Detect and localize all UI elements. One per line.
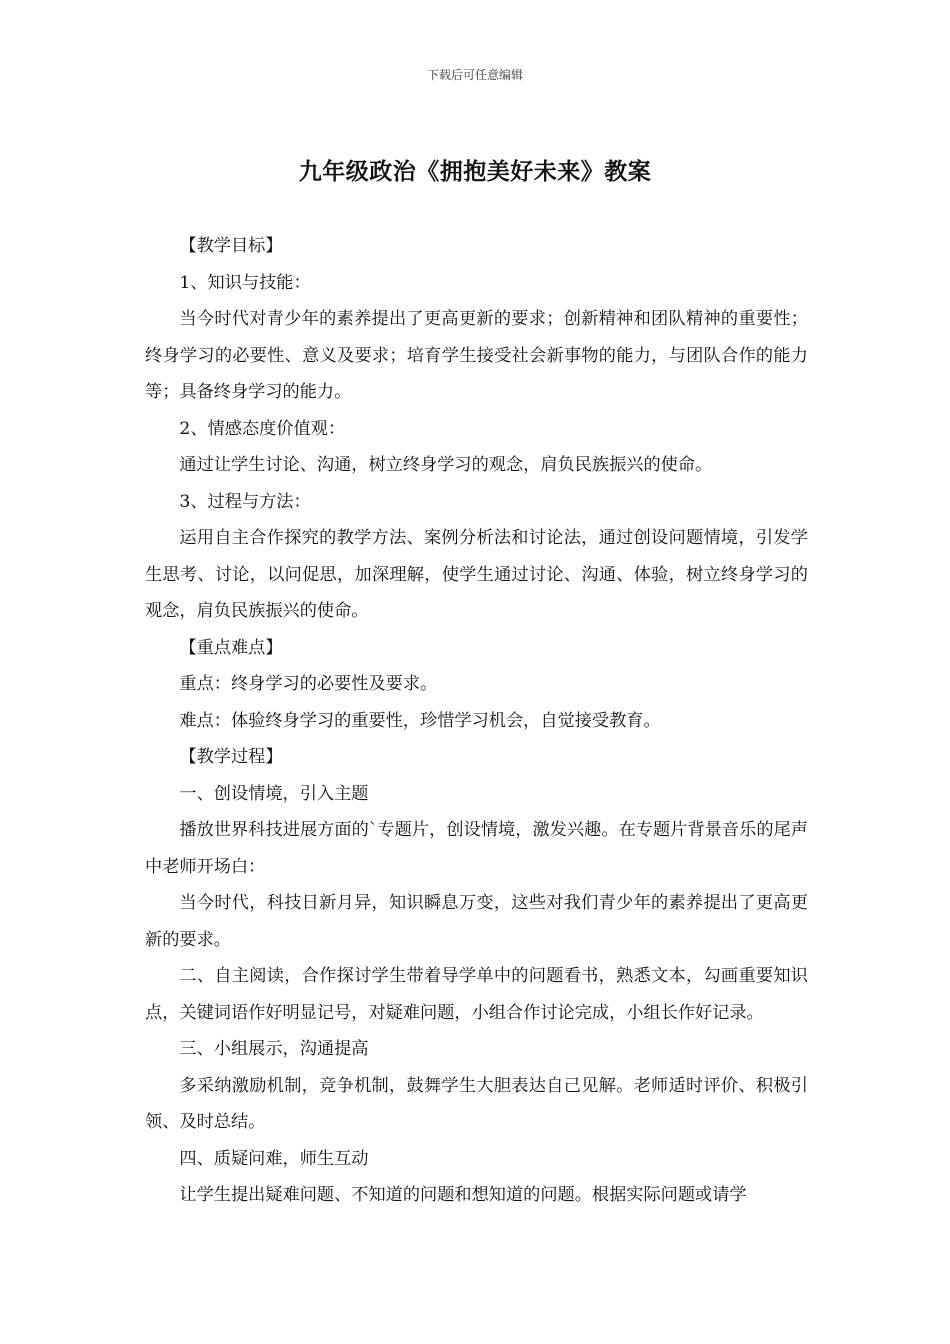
step-heading-3: 三、小组展示，沟通提高 xyxy=(179,1039,369,1059)
subheading-process-method: 3、过程与方法： xyxy=(179,491,311,512)
subheading-knowledge-skills: 1、知识与技能： xyxy=(179,272,311,293)
header-note: 下载后可任意编辑 xyxy=(426,68,523,82)
paragraph: 重点：终身学习的必要性及要求。 xyxy=(179,674,438,694)
document-title: 九年级政治《拥抱美好未来》教案 xyxy=(298,158,652,185)
paragraph: 让学生提出疑难问题、不知道的问题和想知道的问题。根据实际问题或请学 xyxy=(179,1185,747,1205)
paragraph: 播放世界科技进展方面的`专题片，创设情境，激发兴趣。在专题片背景音乐的尾声中老师开场白： xyxy=(145,820,808,877)
section-heading-teaching-process: 【教学过程】 xyxy=(179,747,283,767)
paragraph: 当今时代，科技日新月异，知识瞬息万变，这些对我们青少年的素养提出了更高更新的要求。 xyxy=(145,893,808,950)
section-heading-objectives: 【教学目标】 xyxy=(179,236,283,256)
step-heading-1: 一、创设情境，引入主题 xyxy=(179,783,369,804)
paragraph: 难点：体验终身学习的重要性，珍惜学习机会，自觉接受教育。 xyxy=(179,710,661,731)
subheading-attitude-values: 2、情感态度价值观： xyxy=(179,418,346,439)
paragraph: 通过让学生讨论、沟通，树立终身学习的观念，肩负民族振兴的使命。 xyxy=(179,455,713,475)
section-heading-key-points: 【重点难点】 xyxy=(179,637,283,658)
paragraph: 当今时代对青少年的素养提出了更高更新的要求；创新精神和团队精神的重要性；终身学习的必要性、意义及要求；培育学生接受社会新事物的能力，与团队合作的能力等；具备终身学习的能力。 xyxy=(145,309,808,402)
step-paragraph-2: 二、自主阅读，合作探讨学生带着导学单中的问题看书，熟悉文本，勾画重要知识点，关键词语作好明显记号，对疑难问题，小组合作讨论完成，小组长作好记录。 xyxy=(145,966,808,1023)
paragraph: 运用自主合作探究的教学方法、案例分析法和讨论法，通过创设问题情境，引发学生思考、讨论，以问促思，加深理解，使学生通过讨论、沟通、体验，树立终身学习的观念，肩负民族振兴的使命。 xyxy=(145,528,808,621)
paragraph: 多采纳激励机制，竞争机制，鼓舞学生大胆表达自己见解。老师适时评价、积极引领、及时总结。 xyxy=(145,1075,808,1132)
step-heading-4: 四、质疑问难，师生互动 xyxy=(179,1148,369,1169)
document-body xyxy=(145,228,808,1214)
